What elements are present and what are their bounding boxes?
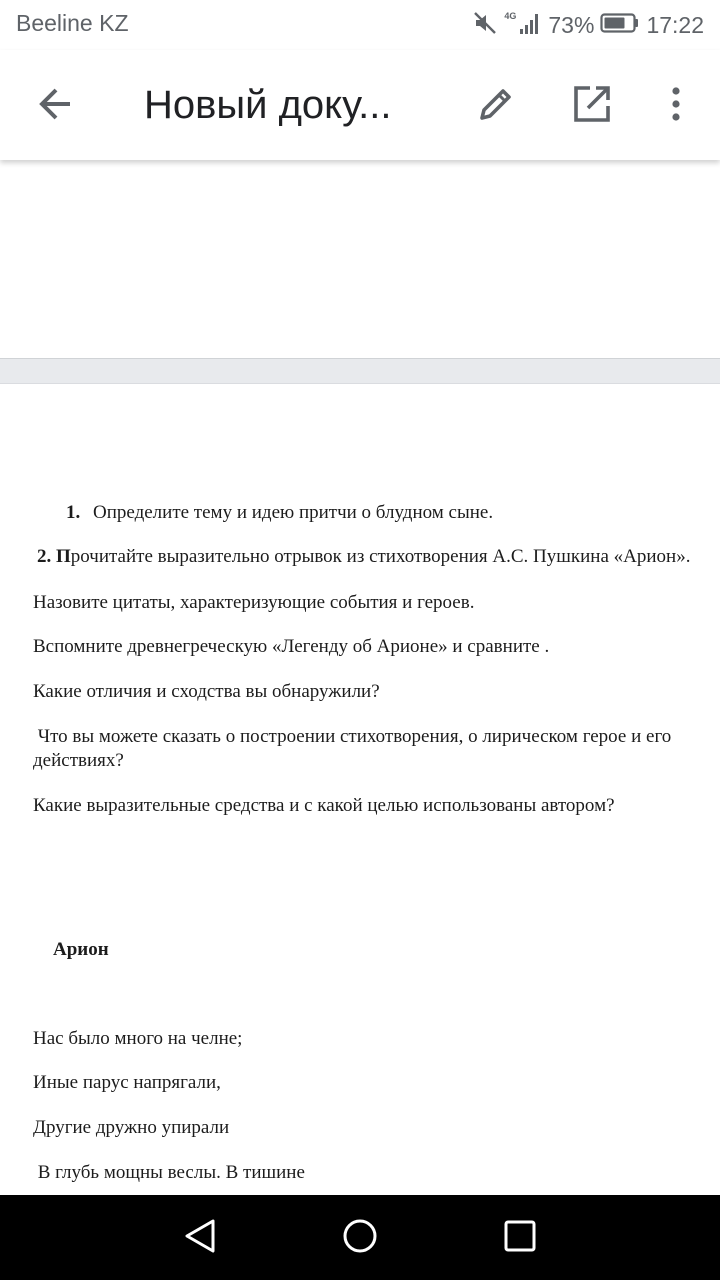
status-icons (472, 10, 704, 40)
back-button[interactable] (28, 78, 84, 134)
circle-home-icon (342, 1218, 378, 1259)
page-separator (0, 358, 720, 384)
question-1 (66, 501, 493, 525)
question-1-number: 1. (66, 502, 81, 523)
nav-recents-button[interactable] (495, 1213, 545, 1263)
poem-line: В глубь мощны веслы. В тишине (33, 1162, 305, 1183)
poem-title: Арион (53, 939, 109, 960)
question-2-number: 2. П (37, 546, 71, 567)
nav-back-button[interactable] (175, 1213, 225, 1263)
nav-home-button[interactable] (335, 1213, 385, 1263)
clock: 17:22 (646, 11, 704, 38)
pencil-icon (476, 84, 516, 129)
poem-line: Иные парус напрягали, (33, 1072, 221, 1093)
square-recents-icon (503, 1219, 537, 1258)
question-1-text: Определите тему и идею притчи о блудном сыне. (93, 502, 494, 523)
open-in-new-icon (572, 84, 612, 129)
open-external-button[interactable] (564, 78, 620, 134)
paragraph-legend: Вспомните древнегреческую «Легенду об Арионе» и сравните . (33, 636, 550, 657)
paragraph-structure-line-2: действиях? (33, 750, 124, 771)
battery-icon (600, 12, 640, 39)
app-bar (0, 50, 720, 160)
paragraph-means: Какие выразительные средства и с какой целью использованы автором? (33, 795, 615, 816)
question-2 (37, 545, 690, 569)
paragraph-structure-line-1: Что вы можете сказать о построении стихотворения, о лирическом герое и его (33, 726, 672, 747)
edit-button[interactable] (468, 78, 524, 134)
poem-line: Нас было много на челне; (33, 1028, 243, 1049)
system-navigation-bar (0, 1195, 720, 1280)
more-options-button[interactable] (648, 78, 704, 134)
question-2-text: рочитайте выразительно отрывок из стихотворения А.С. Пушкина «Арион». (70, 546, 691, 567)
arrow-left-icon (36, 84, 76, 129)
poem-line: Другие дружно упирали (33, 1117, 230, 1138)
network-type: 4G (504, 11, 517, 21)
mute-icon (472, 10, 498, 41)
document-title: Новый доку... (144, 83, 392, 127)
triangle-back-icon (183, 1218, 217, 1259)
more-vertical-icon (670, 86, 682, 127)
signal-icon (518, 10, 542, 41)
document-viewer[interactable] (0, 160, 720, 1195)
paragraph-citations: Назовите цитаты, характеризующие события и героев. (33, 592, 475, 613)
battery-percent: 73% (548, 11, 595, 38)
carrier-name: Beeline KZ (16, 10, 129, 36)
status-bar (0, 0, 720, 50)
paragraph-differences: Какие отличия и сходства вы обнаружили? (33, 681, 380, 702)
